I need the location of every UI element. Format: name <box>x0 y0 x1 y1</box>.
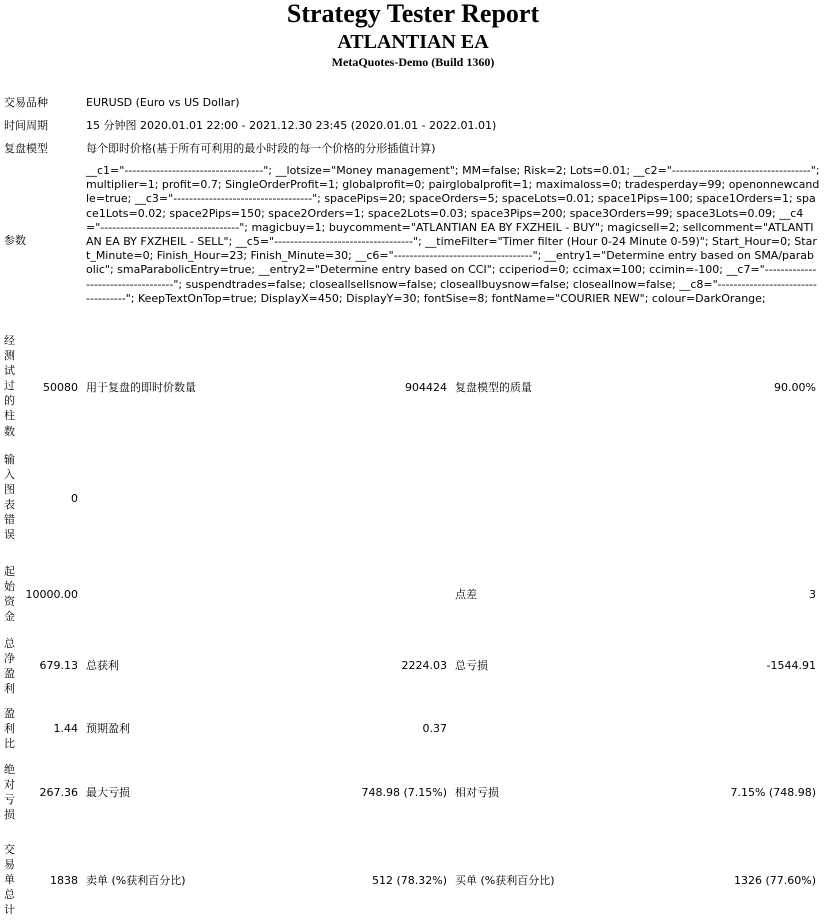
max-dd-label: 最大亏损 <box>86 786 130 799</box>
trades-value: 1838 <box>50 874 78 887</box>
deposit-value: 10000.00 <box>25 588 78 601</box>
spread-label: 点差 <box>455 588 477 601</box>
long-value: 1326 (77.60%) <box>733 874 816 887</box>
errors-label: 输入图表错误 <box>4 453 15 542</box>
model-value: 每个即时价格(基于所有可利用的最小时段的每一个价格的分形插值计算) <box>86 142 436 155</box>
gross-profit-label: 总获利 <box>86 659 119 672</box>
errors-value: 0 <box>71 492 78 505</box>
trades-label: 交易单总计 <box>4 843 15 917</box>
pf-value: 1.44 <box>53 722 78 735</box>
long-label: 买单 (%获利百分比) <box>455 874 555 887</box>
net-value: 679.13 <box>39 659 78 672</box>
bars-label: 经测试过的柱数 <box>4 334 15 438</box>
quality-value: 90.00% <box>774 381 816 394</box>
gross-loss-label: 总亏损 <box>455 659 488 672</box>
gross-profit-value: 2224.03 <box>401 659 447 672</box>
period-label: 时间周期 <box>4 119 48 132</box>
net-label: 总净盈利 <box>4 637 15 696</box>
report-title: Strategy Tester Report <box>286 0 540 28</box>
period-value: 15 分钟图 2020.01.01 22:00 - 2021.12.30 23:45 (2020.01.01 - 2022.01.01) <box>86 119 497 132</box>
ticks-label: 用于复盘的即时价数量 <box>86 381 196 394</box>
rel-dd-label: 相对亏损 <box>455 786 499 799</box>
pf-label: 盈利比 <box>4 707 15 751</box>
short-value: 512 (78.32%) <box>371 874 447 887</box>
expected-value: 0.37 <box>422 722 447 735</box>
abs-dd-label: 绝对亏损 <box>4 763 15 822</box>
symbol-value: EURUSD (Euro vs US Dollar) <box>86 96 240 109</box>
abs-dd-value: 267.36 <box>39 786 78 799</box>
params-value: __c1="-----------------------------------"; __lotsize="Money management"; MM=false; Risk=2; Lots=0.01; __c2="-----------------------------------"; multiplier=1; profit=0.7; SingleOrderProfit=1; globalprofit=0; pairglobalprofit=1; maximaloss=0; tradesperday=99; openonnewcandle=true; __c3="-----------------------------------"; spacePips=20; spaceOrders=5; spaceLots=0.01; space1Pips=100; space1Orders=1; space1Lots=0.02; space2Pips=150; space2Orders=1; space2Lots=0.03; space3Pips=200; space3Orders=99; space3Lots=0.09; __c4="-----------------------------------"; magicbuy=1; buycomment="ATLANTIAN EA BY FXZHEIL - BUY"; magicsell=2; sellcomment="ATLANTIAN EA BY FXZHEIL - SELL"; __c5="-----------------------------------"; __timeFilter="Timer filter (Hour 0-24 Minute 0-59)"; Start_Hour=0; Start_Minute=0; Finish_Hour=23; Finish_Minute=30; __c6="-----------------------------------"; __entry1="Determine entry based on SMA/parabolic"; smaParabolicEntry=true; __entry2="Determine entry based on CCI"; cciperiod=0; ccimax=100; ccimin=-100; __c7="-----------------------------------"; suspendtrades=false; closeallsellsnow=false; closeallbuysnow=false; closeallnow=false; __c8="-----------------------------------"; KeepTextOnTop=true; DisplayX=450; DisplayY=30; fontSise=8; fontName="COURIER NEW"; colour=DarkOrange; <box>86 164 820 305</box>
server-build: MetaQuotes-Demo (Build 1360) <box>331 55 495 69</box>
params-label: 参数 <box>4 234 26 247</box>
max-dd-value: 748.98 (7.15%) <box>361 786 447 799</box>
symbol-label: 交易品种 <box>4 96 48 109</box>
deposit-label: 起始资金 <box>4 565 15 624</box>
gross-loss-value: -1544.91 <box>766 659 816 672</box>
bars-value: 50080 <box>43 381 78 394</box>
ticks-value: 904424 <box>405 381 447 394</box>
model-label: 复盘模型 <box>4 142 48 155</box>
rel-dd-value: 7.15% (748.98) <box>730 786 816 799</box>
quality-label: 复盘模型的质量 <box>455 381 532 394</box>
ea-name: ATLANTIAN EA <box>337 31 489 53</box>
spread-value: 3 <box>809 588 816 601</box>
expected-label: 预期盈利 <box>86 722 130 735</box>
short-label: 卖单 (%获利百分比) <box>86 874 186 887</box>
